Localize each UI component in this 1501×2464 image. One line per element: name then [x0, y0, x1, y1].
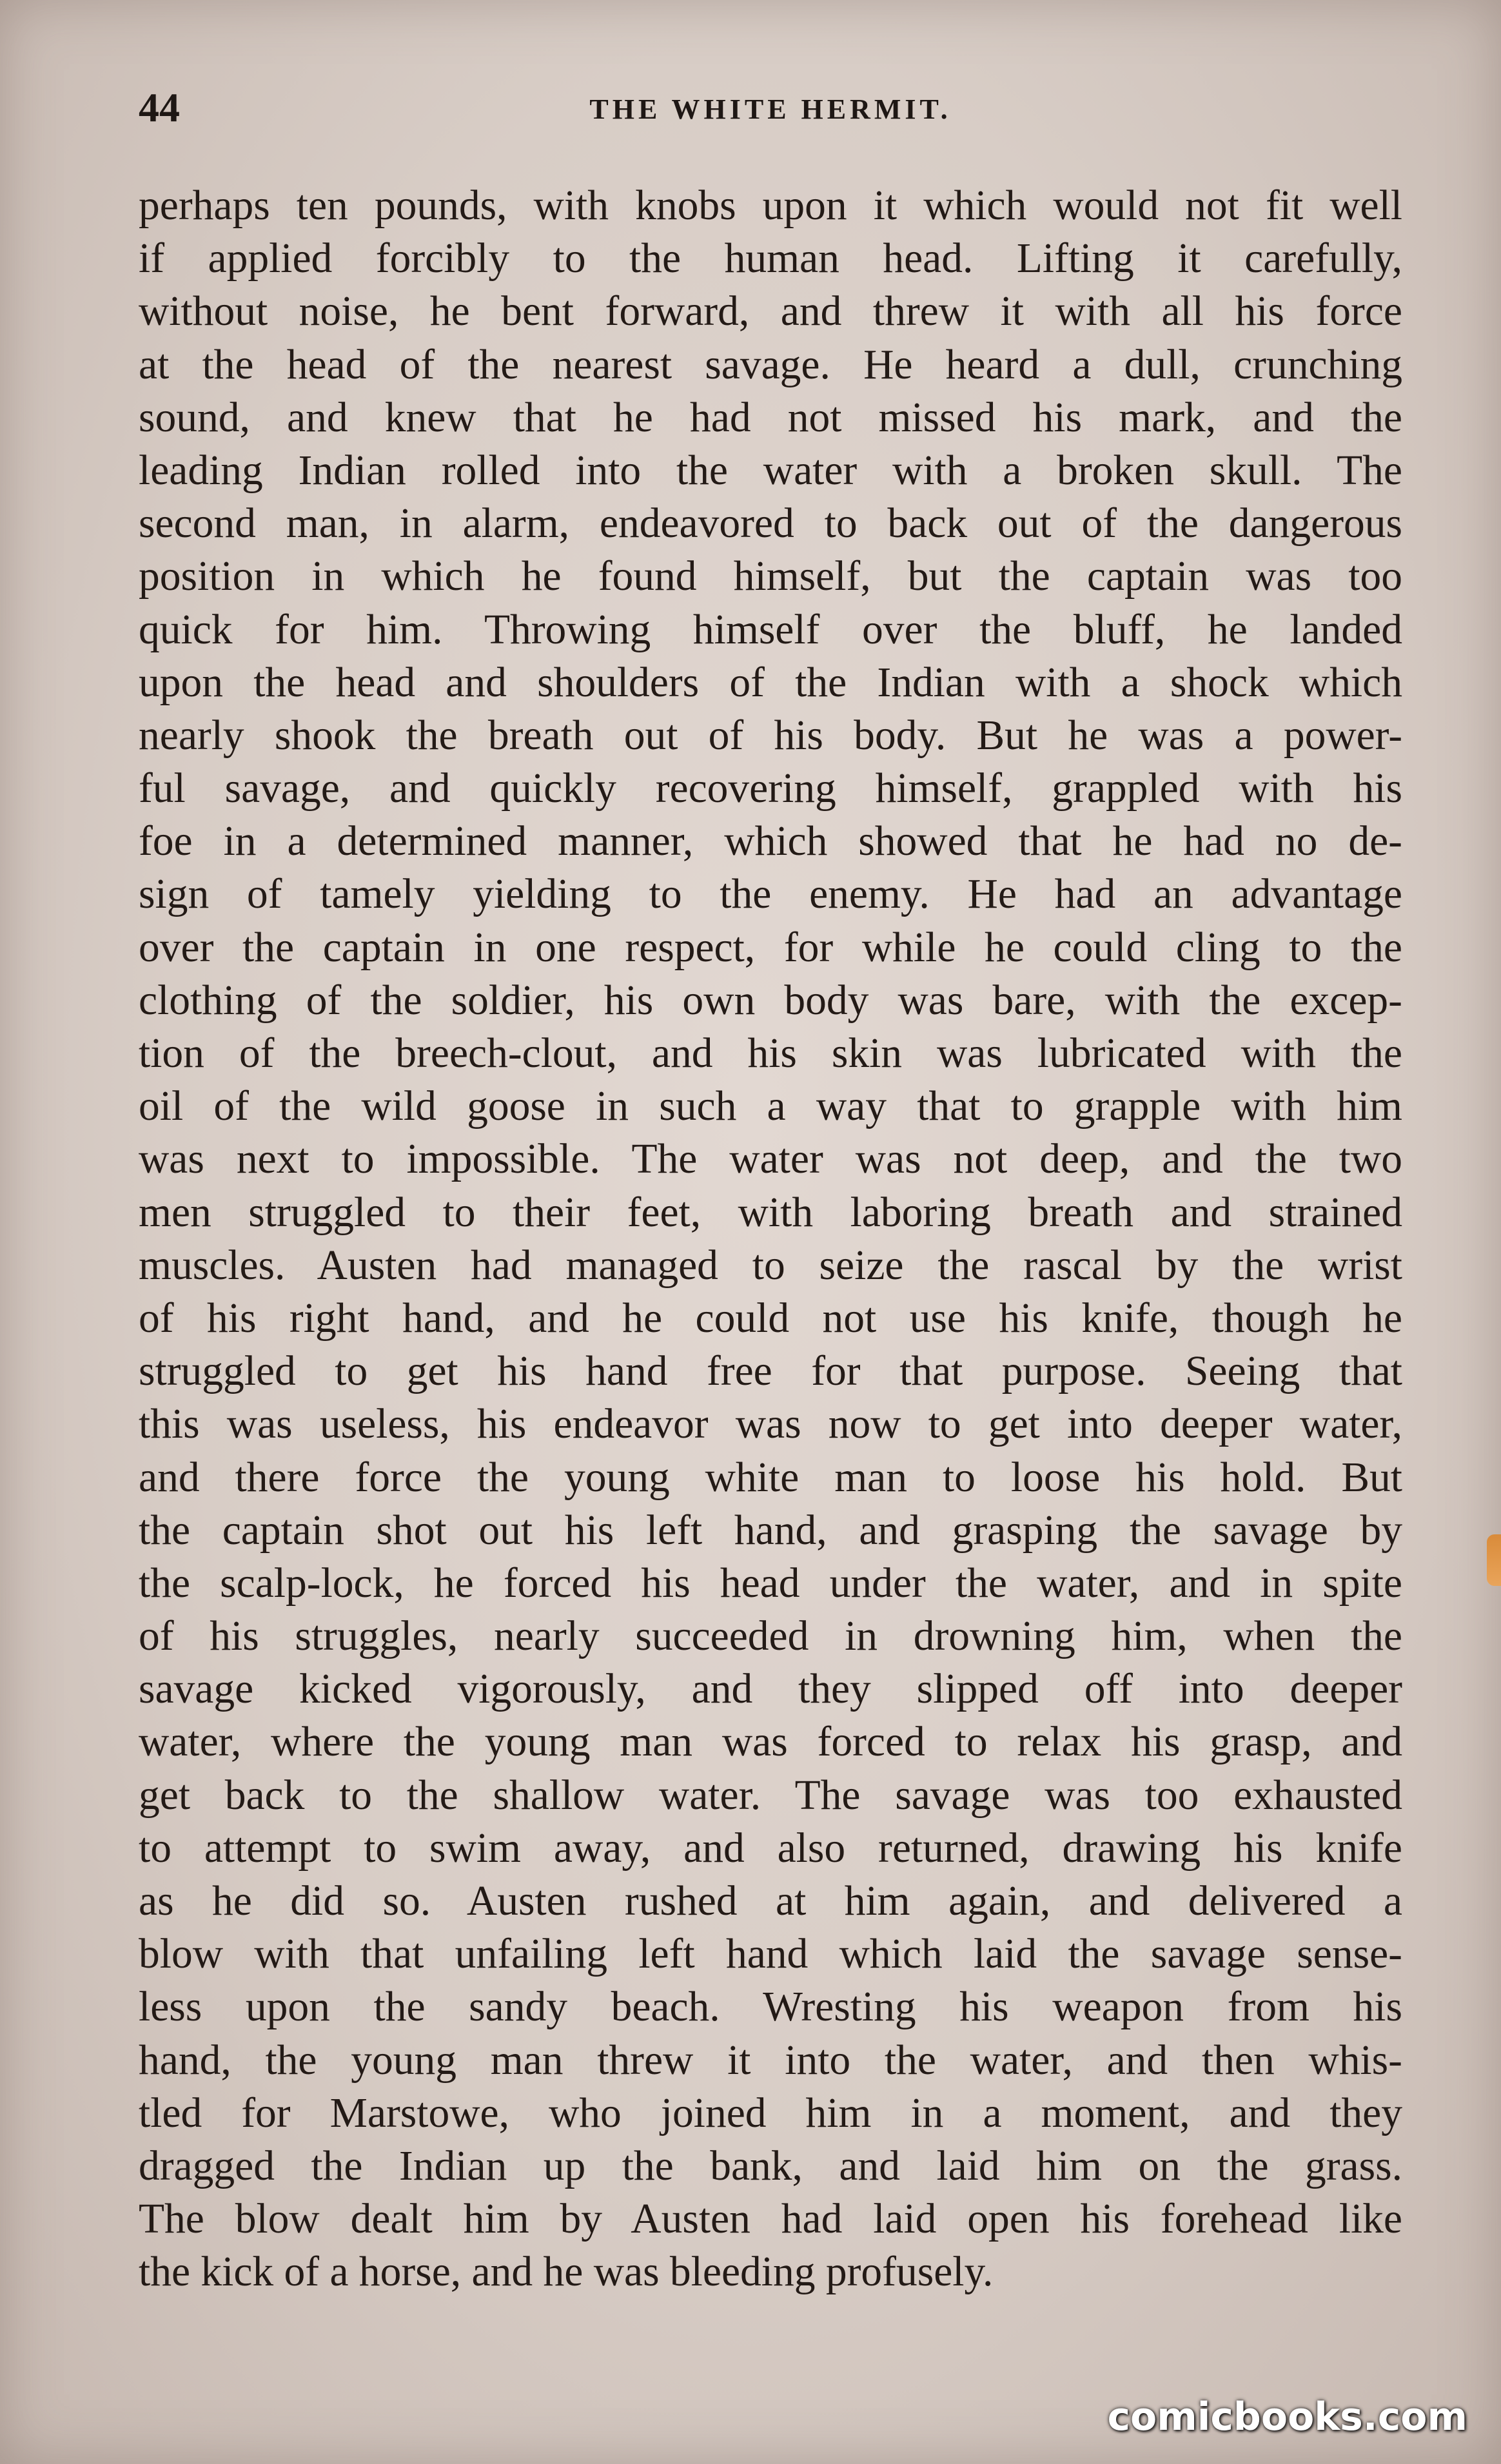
text-line: over the captain in one respect, for while he could cling to the [139, 924, 1402, 971]
text-line: men struggled to their feet, with laboring breath and strained [139, 1189, 1402, 1236]
text-line: muscles. Austen had managed to seize the rascal by the wrist [139, 1242, 1402, 1289]
text-line: get back to the shallow water. The savage was too exhausted [139, 1772, 1402, 1819]
text-line: if applied forcibly to the human head. Lifting it carefully, [139, 235, 1402, 282]
body-text [139, 179, 1402, 2299]
text-line: oil of the wild goose in such a way that to grapple with him [139, 1083, 1402, 1130]
text-line: dragged the Indian up the bank, and laid him on the grass. [139, 2142, 1402, 2189]
page-tear-mark [1487, 1534, 1501, 1586]
text-line: hand, the young man threw it into the water, and then whis- [139, 2037, 1402, 2084]
text-line: position in which he found himself, but the captain was too [139, 553, 1402, 600]
text-line: second man, in alarm, endeavored to back out of the dangerous [139, 500, 1402, 547]
text-line: at the head of the nearest savage. He heard a dull, crunching [139, 341, 1402, 388]
site-watermark: comicbooks.com [1107, 2394, 1467, 2440]
text-line: sound, and knew that he had not missed his mark, and the [139, 394, 1402, 441]
text-line: as he did so. Austen rushed at him again, and delivered a [139, 1878, 1402, 1924]
text-line: to attempt to swim away, and also returned, drawing his knife [139, 1824, 1402, 1872]
text-line: upon the head and shoulders of the Indian with a shock which [139, 659, 1402, 706]
page-number: 44 [139, 84, 180, 130]
text-line: foe in a determined manner, which showed that he had no de- [139, 818, 1402, 865]
text-line: perhaps ten pounds, with knobs upon it which would not fit well [139, 182, 1402, 229]
text-line: sign of tamely yielding to the enemy. He had an advantage [139, 871, 1402, 918]
text-line: tled for Marstowe, who joined him in a moment, and they [139, 2089, 1402, 2136]
text-line: clothing of the soldier, his own body was bare, with the excep- [139, 977, 1402, 1024]
text-line: savage kicked vigorously, and they slipped off into deeper [139, 1666, 1402, 1713]
running-title: THE WHITE HERMIT. [589, 93, 952, 125]
text-line: without noise, he bent forward, and threw it with all his force [139, 288, 1402, 335]
text-line: the scalp-lock, he forced his head under the water, and in spite [139, 1560, 1402, 1607]
text-line: this was useless, his endeavor was now to get into deeper water, [139, 1401, 1402, 1448]
text-line: quick for him. Throwing himself over the bluff, he landed [139, 606, 1402, 653]
text-line: of his struggles, nearly succeeded in drowning him, when the [139, 1613, 1402, 1660]
text-line: water, where the young man was forced to relax his grasp, and [139, 1719, 1402, 1766]
page-header [139, 77, 1402, 142]
text-line: ful savage, and quickly recovering himself, grappled with his [139, 765, 1402, 812]
text-line: The blow dealt him by Austen had laid open his forehead like [139, 2196, 1402, 2243]
text-line: the captain shot out his left hand, and grasping the savage by [139, 1507, 1402, 1554]
text-line: nearly shook the breath out of his body. But he was a power- [139, 712, 1402, 759]
text-line: struggled to get his hand free for that purpose. Seeing that [139, 1348, 1402, 1395]
text-line: leading Indian rolled into the water with a broken skull. The [139, 447, 1402, 494]
text-line: blow with that unfailing left hand which laid the savage sense- [139, 1931, 1402, 1978]
text-line: the kick of a horse, and he was bleeding profusely. [139, 2249, 994, 2296]
text-line: of his right hand, and he could not use his knife, though he [139, 1295, 1402, 1342]
text-line: was next to impossible. The water was not deep, and the two [139, 1136, 1402, 1183]
text-line: less upon the sandy beach. Wresting his weapon from his [139, 1984, 1402, 2031]
text-line: tion of the breech-clout, and his skin was lubricated with the [139, 1030, 1402, 1077]
text-line: and there force the young white man to loose his hold. But [139, 1454, 1402, 1501]
